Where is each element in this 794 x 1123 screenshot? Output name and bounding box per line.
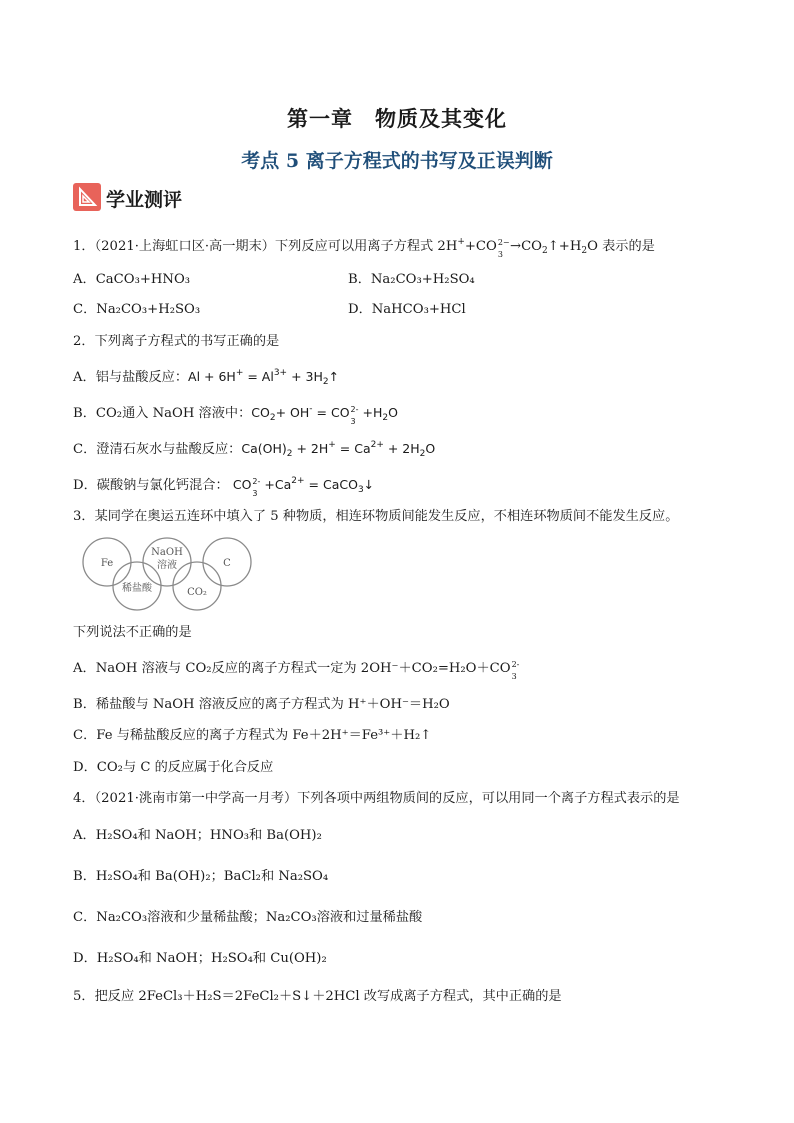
- triangle-ruler-icon: [73, 183, 101, 211]
- question-1-option-d: D．NaHCO₃+HCl: [348, 302, 466, 317]
- ring-label-hcl: 稀盐酸: [122, 583, 152, 594]
- question-4-stem: 4．（2021·洮南市第一中学高一月考）下列各项中两组物质间的反应，可以用同一个离子方程式表示的是: [73, 791, 680, 806]
- question-2-option-a: A．铝与盐酸反应：$Al + 6H^+ = Al^{3+}$ + $3H_2↑$: [73, 368, 340, 387]
- question-3-option-a: A．NaOH 溶液与 CO₂反应的离子方程式一定为 2OH⁻＋CO₂=H₂O＋CO 2- 3: [73, 659, 520, 681]
- question-3-prompt: 下列说法不正确的是: [73, 625, 192, 640]
- olympic-rings-diagram: [75, 536, 265, 614]
- ring-label-solution: 溶液: [157, 560, 177, 571]
- ring-label-co2: CO₂: [187, 587, 207, 598]
- question-2-option-b: B．CO₂通入 NaOH 溶液中：$CO_2+ OH^-$ = CO 2- 3 $+H_2O$: [73, 404, 398, 426]
- question-3-option-c: C．Fe 与稀盐酸反应的离子方程式为 Fe＋2H⁺＝Fe³⁺＋H₂↑: [73, 728, 432, 743]
- question-2-option-c: C．澄清石灰水与盐酸反应：$Ca(OH)_2 + 2H^+ = Ca^{2+} + 2H_2O$: [73, 440, 436, 459]
- question-2-option-d: D．碳酸钠与氯化钙混合： CO 2- 3 $+Ca^{2+}$ = CaCO$_3$↓: [73, 476, 375, 498]
- question-4-option-c: C．Na₂CO₃溶液和少量稀盐酸；Na₂CO₃溶液和过量稀盐酸: [73, 910, 423, 925]
- question-3-option-b: B．稀盐酸与 NaOH 溶液反应的离子方程式为 H⁺＋OH⁻＝H₂O: [73, 697, 450, 712]
- section-label: 学业测评: [106, 189, 183, 211]
- question-1-stem: 1．（2021·上海虹口区·高一期末）下列反应可以用离子方程式 2H++CO 2− 3 $\to CO_2↑+H_2O$ 表示的是: [73, 237, 655, 259]
- chapter-title: 第一章 物质及其变化: [287, 106, 507, 131]
- ring-label-fe: Fe: [100, 558, 114, 569]
- question-4-option-a: A．H₂SO₄和 NaOH；HNO₃和 Ba(OH)₂: [73, 828, 322, 843]
- question-5-stem: 5．把反应 2FeCl₃＋H₂S＝2FeCl₂＋S↓＋2HCl 改写成离子方程式，其中正确的是: [73, 989, 562, 1004]
- page-subtitle: 考点 5 离子方程式的书写及正误判断: [241, 150, 553, 172]
- question-1-option-c: C．Na₂CO₃+H₂SO₃: [73, 302, 201, 317]
- question-1-option-b: B．Na₂CO₃+H₂SO₄: [348, 272, 475, 287]
- question-3-option-d: D．CO₂与 C 的反应属于化合反应: [73, 760, 274, 775]
- question-4-option-d: D．H₂SO₄和 NaOH；H₂SO₄和 Cu(OH)₂: [73, 951, 327, 966]
- question-3-stem: 3．某同学在奥运五连环中填入了 5 种物质，相连环物质间能发生反应，不相连环物质间不能发生反应。: [73, 509, 679, 524]
- ring-label-c: C: [223, 558, 231, 569]
- ring-label-naoh: NaOH: [151, 547, 183, 558]
- question-1-option-a: A．CaCO₃+HNO₃: [73, 272, 191, 287]
- question-2-stem: 2．下列离子方程式的书写正确的是: [73, 334, 280, 349]
- question-4-option-b: B．H₂SO₄和 Ba(OH)₂；BaCl₂和 Na₂SO₄: [73, 869, 329, 884]
